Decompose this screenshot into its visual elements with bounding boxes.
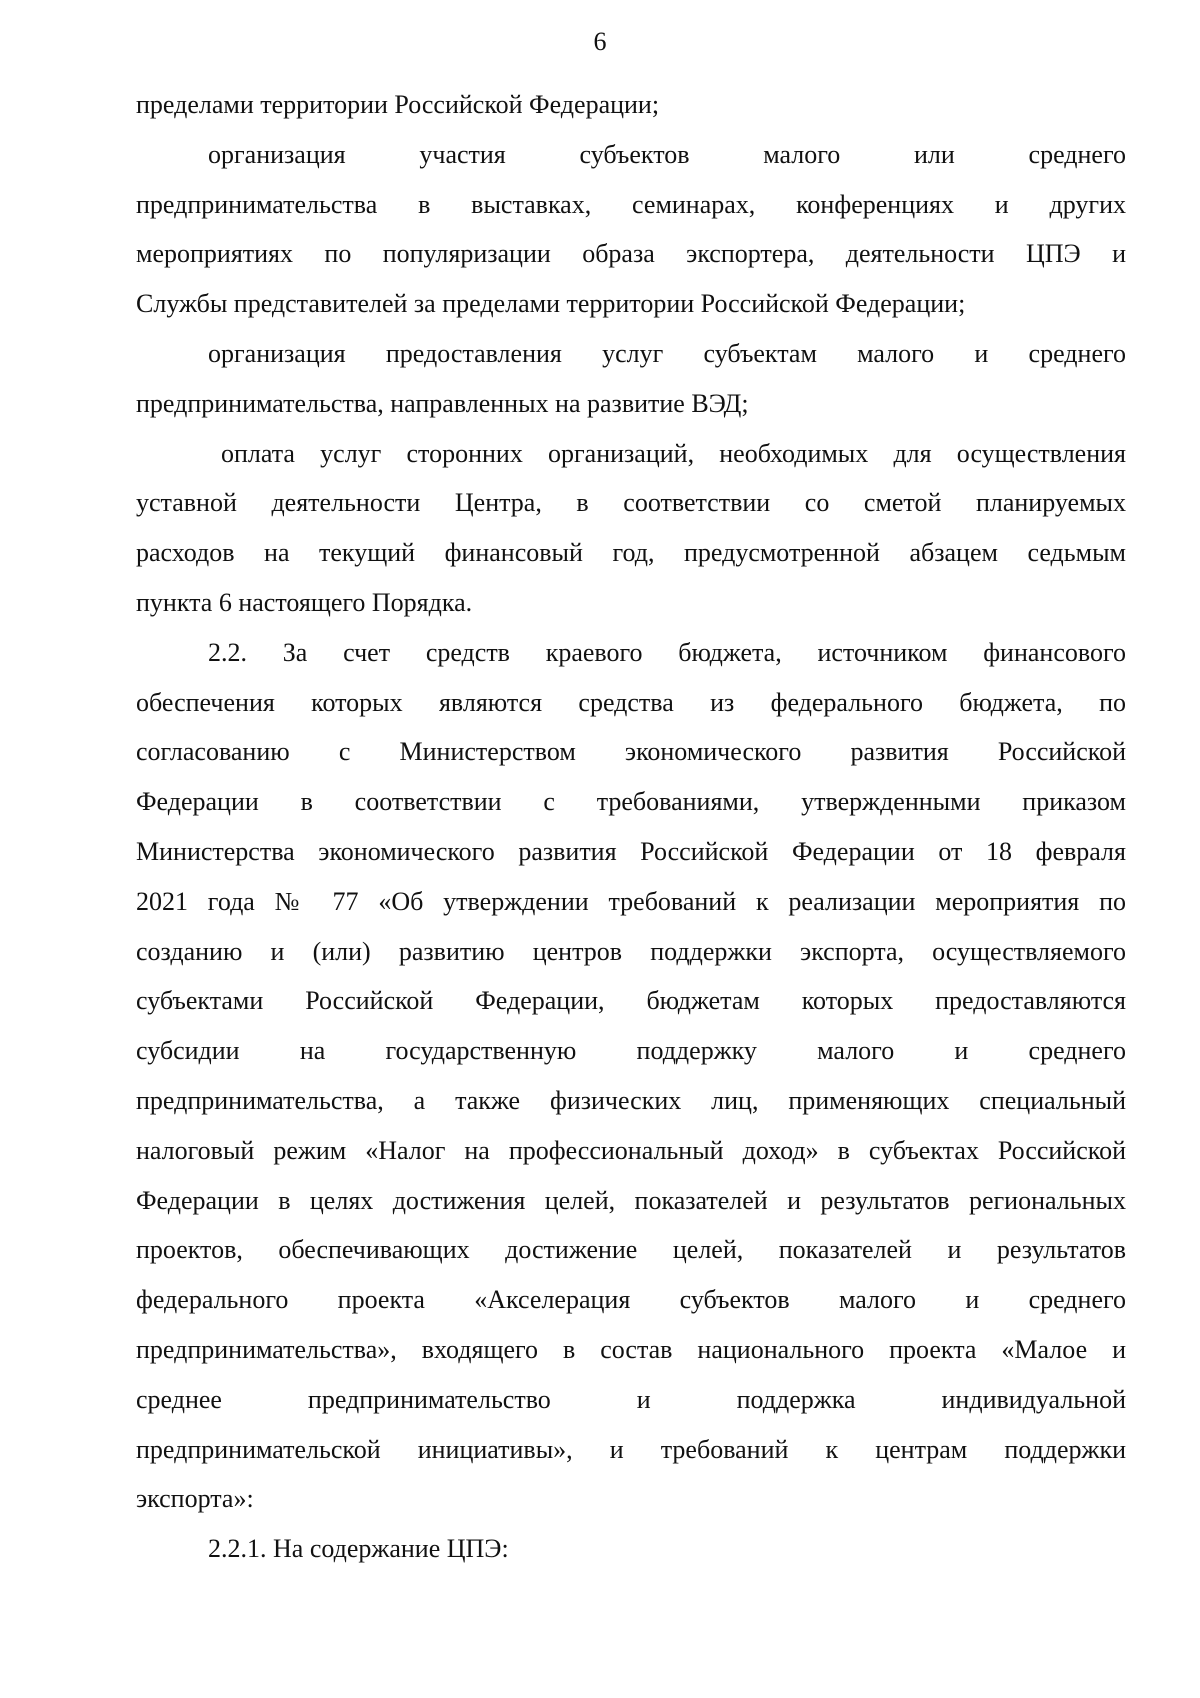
text-line: налоговый режим «Налог на профессиональный доход» в субъектах Российской xyxy=(136,1135,1126,1165)
text-line: согласованию с Министерством экономического развития Российской xyxy=(136,737,1126,767)
text-line: расходов на текущий финансовый год, предусмотренной абзацем седьмым xyxy=(136,538,1126,568)
text-line: оплата услуг сторонних организаций, необходимых для осуществления xyxy=(221,438,1126,468)
text-line: 2.2. За счет средств краевого бюджета, источником финансового xyxy=(208,637,1126,667)
text-line: уставной деятельности Центра, в соответствии со сметой планируемых xyxy=(136,488,1126,518)
text-line: предпринимательства, направленных на развитие ВЭД; xyxy=(136,388,749,418)
text-line: предпринимательства в выставках, семинарах, конференциях и других xyxy=(136,189,1126,219)
text-line: проектов, обеспечивающих достижение целей, показателей и результатов xyxy=(136,1235,1126,1265)
document-body xyxy=(136,80,1126,1574)
text-line: предпринимательства, а также физических лиц, применяющих специальный xyxy=(136,1085,1126,1115)
text-line: предпринимательства», входящего в состав национального проекта «Малое и xyxy=(136,1334,1126,1364)
text-line: обеспечения которых являются средства из федерального бюджета, по xyxy=(136,687,1126,717)
text-line: пункта 6 настоящего Порядка. xyxy=(136,587,473,617)
text-line: 2021 года № 77 «Об утверждении требований к реализации мероприятия по xyxy=(136,886,1126,916)
page-number: 6 xyxy=(593,27,607,56)
text-line: организация предоставления услуг субъектам малого и среднего xyxy=(208,338,1126,368)
text-line: субъектами Российской Федерации, бюджетам которых предоставляются xyxy=(136,986,1126,1016)
text-line: Федерации в целях достижения целей, показателей и результатов региональных xyxy=(136,1185,1126,1215)
text-line: пределами территории Российской Федерации; xyxy=(136,90,660,119)
text-line: мероприятиях по популяризации образа экспортера, деятельности ЦПЭ и xyxy=(136,239,1126,269)
text-line: федерального проекта «Акселерация субъектов малого и среднего xyxy=(136,1285,1126,1315)
text-line: Федерации в соответствии с требованиями, утвержденными приказом xyxy=(136,787,1126,817)
text-line: организация участия субъектов малого или среднего xyxy=(208,139,1126,169)
text-line: экспорта»: xyxy=(136,1484,254,1514)
text-line: Службы представителей за пределами территории Российской Федерации; xyxy=(136,289,966,319)
text-line: субсидии на государственную поддержку малого и среднего xyxy=(136,1036,1126,1066)
text-line: среднее предпринимательство и поддержка индивидуальной xyxy=(136,1384,1126,1414)
text-line: 2.2.1. На содержание ЦПЭ: xyxy=(208,1534,509,1564)
text-line: созданию и (или) развитию центров поддержки экспорта, осуществляемого xyxy=(136,936,1126,966)
text-line: предпринимательской инициативы», и требований к центрам поддержки xyxy=(136,1434,1126,1464)
text-line: Министерства экономического развития Российской Федерации от 18 февраля xyxy=(136,836,1126,866)
